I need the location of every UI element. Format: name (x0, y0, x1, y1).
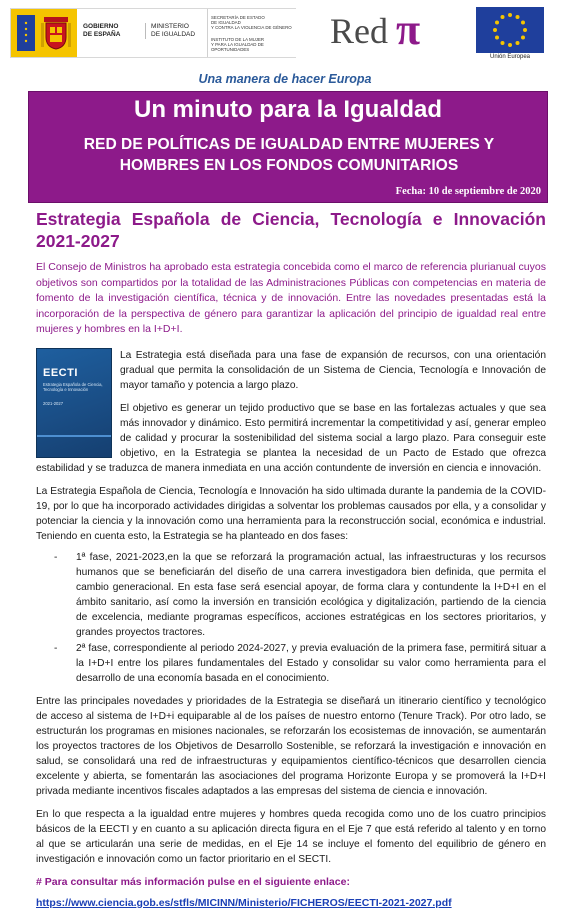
government-name-line-2: DE ESPAÑA (83, 31, 121, 38)
banner-subtitle (49, 134, 529, 176)
cover-section (36, 348, 546, 476)
paragraph-2: El objetivo es generar un tejido productivo que se base en las fortalezas actuales y que sea más innovador y dinámico. Esto permitirá incrementar la competitividad y así, generar empleo de calidad y procurar la sostenibilidad del sistema social a largo plazo. Para conseguir este objetivo, en la Estrategia se plantea la necesidad de un Pacto de Estado que ofrezca estabilidad y se traduzca de manera inmediata en una acción contundente de inversión en ciencia e innovación. (36, 402, 546, 474)
eu-star-icon (501, 15, 505, 19)
slogan: Una manera de hacer Europa (198, 72, 372, 86)
government-logo (10, 8, 296, 58)
government-name-line-1: GOBIERNO (83, 23, 119, 30)
list-dash: - (54, 551, 58, 563)
cover-stripe (37, 435, 111, 437)
eu-label: Unión Europea (489, 54, 531, 60)
secretariat-line-1: SECRETARÍA DE ESTADO (211, 15, 265, 20)
phase-text: 1ª fase, 2021-2023,en la que se reforzará la programación actual, las infraestructuras y los recursos humanos que se beneficiarán del diseño de una carrera investigadora bien definida, que permita el cambio generacional. En esta fase será esencial apoyar, de forma clara y contundente la I+D+I en el ámbito sanitario, así como la inversión en transición ecológica y digitalización, partiendo de la ciencia de excelencia, mediante programas específicos, acciones estratégicas en los sectores prioritarios, y grandes proyectos tractores. (76, 551, 546, 638)
eu-star-icon (508, 13, 512, 17)
title-banner (28, 91, 548, 203)
article-intro: El Consejo de Ministros ha aprobado esta estrategia concebida como el marco de referencia plurianual cuyos objetivos son compartidos por la totalidad de las Administraciones Públicas con competencias en materia de fomento de la investigación científica, técnica y de innovación. Entre las novedades presentadas está la incorporación de la perspectiva de género para garantizar la aplicación del principio de igualdad real entre mujeres y hombres en la I+D+I. (36, 261, 546, 336)
institute-name (211, 37, 295, 53)
phase-list (54, 550, 546, 686)
eu-logo (476, 7, 544, 63)
list-item (54, 641, 546, 686)
eu-star-icon (495, 21, 499, 25)
coat-of-arms-icon (41, 15, 71, 51)
institute-line-1: INSTITUTO DE LA MUJER (211, 37, 265, 42)
article-title: Estrategia Española de Ciencia, Tecnología e Innovación 2021-2027 (36, 209, 546, 251)
eu-star-icon (508, 43, 512, 47)
pi-symbol-icon: π (396, 5, 421, 54)
eu-star-icon (523, 28, 527, 32)
red-network-logo (330, 5, 440, 54)
eu-flag-icon (476, 7, 544, 53)
secretariat-line-2: DE IGUALDAD (211, 20, 241, 26)
government-name (83, 23, 120, 39)
eu-star-icon (501, 41, 505, 45)
eu-star-icon (495, 36, 499, 40)
paragraph-5: En lo que respecta a la igualdad entre mujeres y hombres queda recogida como uno de los cuatro principios básicos de la EECTI y en cuanto a su aplicación directa figura en el Eje 7 que está referido al talento y en torno al que se articularán una serie de medidas, en el Eje 14 se incluye el fomento del equilibrio de género en investigación e innovación como un factor prioritario en el SECTI. (36, 808, 546, 865)
banner-title: Un minuto para la Igualdad (133, 96, 443, 123)
banner-subtitle-line-2: HOMBRES EN LOS FONDOS COMUNITARIOS (119, 157, 459, 174)
paragraph-1: La Estrategia está diseñada para una fase de expansión de recursos, con una orientación gradual que permita la consolidación de un Sistema de Ciencia, Tecnología e Innovación de mayor tamaño y potencia a largo plazo. (120, 349, 546, 391)
banner-subtitle-line-1: RED DE POLÍTICAS DE IGUALDAD ENTRE MUJERES Y (83, 136, 495, 153)
eu-star-icon (521, 36, 525, 40)
ministry-name-line-1: MINISTERIO (151, 23, 189, 30)
phase-text: 2ª fase, correspondiente al periodo 2024-2027, y previa evaluación de la primera fase, permitirá situar a la I+D+I entre los pilares fundamentales del Estado y consolidar su valor como herramienta para el desarrollo de una economía basada en el conocimiento. (76, 642, 546, 684)
eu-star-icon (493, 28, 497, 32)
ministry-name-line-2: DE IGUALDAD (151, 31, 196, 38)
cover-subtitle: Estrategia Española de Ciencia, Tecnología e Innovación (43, 381, 103, 392)
eu-star-icon (516, 15, 520, 19)
cover-title: EECTI (43, 366, 78, 379)
eu-star-icon (521, 21, 525, 25)
paragraph-4: Entre las principales novedades y prioridades de la Estrategia se diseñará un itinerario científico y tecnológico de acceso al sistema de I+D+i equiparable al de los países de nuestro entorno (Tenure Track). Por otro lado, se estructurán los programas en misiones nacionales, se reforzarán los ecosistemas de innovación, se aumentarán los proyectos tractores de los Objetivos de Desarrollo Sostenible, se reforzará la investigación e innovación en salud, se consolidará una red de infraestructuras y equipamientos científico-técnicos que desarrollen ciencia excelente y abierta, se fomentarán las asociaciones del programa Horizonte Europa y se promoverá la I+D+I privada mediante incentivos fiscales adaptados a las empresas del sistema de ciencia e innovación. (36, 695, 546, 797)
institute-line-2: Y PARA LA IGUALDAD DE OPORTUNIDADES (211, 42, 264, 53)
red-logo-word: Red (330, 11, 388, 51)
publication-date: Fecha: 10 de septiembre de 2020 (395, 186, 541, 197)
secretariat-line-3: Y CONTRA LA VIOLENCIA DE GÉNERO (211, 25, 292, 31)
strategy-cover-image (36, 348, 112, 458)
eecti-pdf-link[interactable]: https://www.ciencia.gob.es/stfls/MICINN/Ministerio/FICHEROS/EECTI-2021-2027.pdf (36, 896, 452, 909)
list-item (54, 550, 546, 640)
logo-header (0, 0, 570, 66)
article-content (36, 205, 546, 911)
secretariat-name (211, 15, 295, 31)
more-info-label: # Para consultar más información pulse en el siguiente enlace: (36, 875, 350, 888)
paragraph-3: La Estrategia Española de Ciencia, Tecnología e Innovación ha sido ultimada durante la pandemia de la COVID-19, por lo que ha incorporado actividades dirigidas a solventar los problemas causados por ella, y a consolidar y potenciar la ciencia y la innovación como una herramienta para la reconstrucción social, económica e industrial. Teniendo en cuenta esto, la Estrategia se ha planteado en dos fases: (36, 485, 546, 542)
eu-star-icon (516, 41, 520, 45)
cover-years: 2021-2027 (43, 400, 64, 406)
ministry-name (145, 23, 195, 39)
eu-mini-flag-icon (17, 15, 35, 51)
list-dash: - (54, 642, 58, 654)
